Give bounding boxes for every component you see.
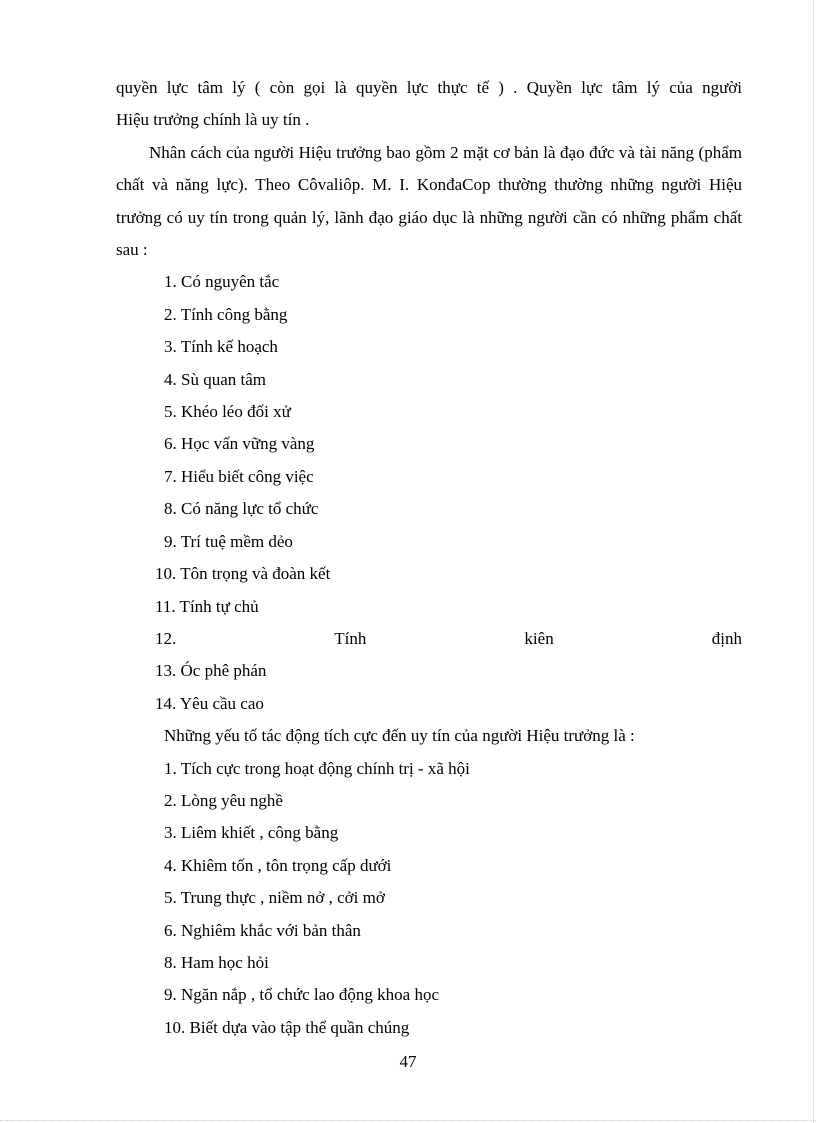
list-item: 8. Có năng lực tổ chức bbox=[164, 499, 319, 519]
list-item: 4. Khiêm tốn , tôn trọng cấp dưới bbox=[164, 855, 392, 875]
paragraph-2: Nhân cách của người Hiệu trưởng bao gồm 2 mặt cơ bản là đạo đức và tài năng (phẩm chất và năng lực). Theo Côvaliôp. M. I. KonđaCop thường thường những người Hiệu trưởng có uy tín trong quản lý, lãnh đạo giáo dục là những người cần có những phẩm chất sau : bbox=[116, 142, 742, 260]
document-body bbox=[116, 72, 742, 1044]
list-item: 6. Học vấn vững vàng bbox=[164, 434, 315, 454]
list-item: 5. Khéo léo đối xử bbox=[164, 402, 291, 422]
list-item: 4. Sù quan tâm bbox=[164, 369, 266, 389]
paragraph-1-line-1: quyền lực tâm lý ( còn gọi là quyền lực thực tế ) . Quyền lực tâm lý của người bbox=[116, 78, 742, 97]
list-item: 7. Hiểu biết công việc bbox=[164, 466, 314, 486]
list-item: 6. Nghiêm khắc với bản thân bbox=[164, 920, 361, 940]
qualities-list bbox=[116, 266, 742, 720]
list-item-word: kiên bbox=[524, 628, 554, 648]
list-item: 1. Có nguyên tắc bbox=[164, 272, 280, 292]
list-item: 3. Tính kế hoạch bbox=[164, 337, 278, 357]
list-item: 13. Óc phê phán bbox=[155, 661, 267, 681]
list-item: 10. Tôn trọng và đoàn kết bbox=[155, 564, 331, 584]
list-item-word: định bbox=[711, 628, 742, 648]
list-item: 3. Liêm khiết , công bằng bbox=[164, 823, 339, 843]
list-item: 1. Tích cực trong hoạt động chính trị - xã hội bbox=[164, 758, 470, 778]
factors-list bbox=[116, 753, 742, 1045]
factors-intro: Những yếu tố tác động tích cực đến uy tín của người Hiệu trưởng là : bbox=[164, 726, 635, 746]
page-border-bottom bbox=[0, 1120, 816, 1121]
list-item: 11. Tính tự chủ bbox=[155, 596, 259, 616]
list-item: 5. Trung thực , niềm nở , cởi mở bbox=[164, 888, 385, 908]
list-item: 14. Yêu cầu cao bbox=[155, 693, 264, 713]
list-item-number: 12. bbox=[155, 628, 177, 648]
list-item-word: Tính bbox=[334, 628, 367, 648]
list-item: 8. Ham học hỏi bbox=[164, 952, 269, 972]
paragraph-1-line-2: Hiệu trưởng chính là uy tín . bbox=[116, 110, 310, 130]
list-item: 2. Tính công bằng bbox=[164, 304, 288, 324]
page-number: 47 bbox=[399, 1052, 417, 1071]
list-item-stretched bbox=[116, 623, 742, 655]
list-item: 2. Lòng yêu nghề bbox=[164, 790, 283, 810]
page-border-right bbox=[813, 0, 814, 1123]
list-item: 9. Ngăn nắp , tổ chức lao động khoa học bbox=[164, 985, 440, 1005]
list-item: 10. Biết dựa vào tập thể quần chúng bbox=[164, 1017, 410, 1037]
list-item: 9. Trí tuệ mềm dẻo bbox=[164, 531, 293, 551]
